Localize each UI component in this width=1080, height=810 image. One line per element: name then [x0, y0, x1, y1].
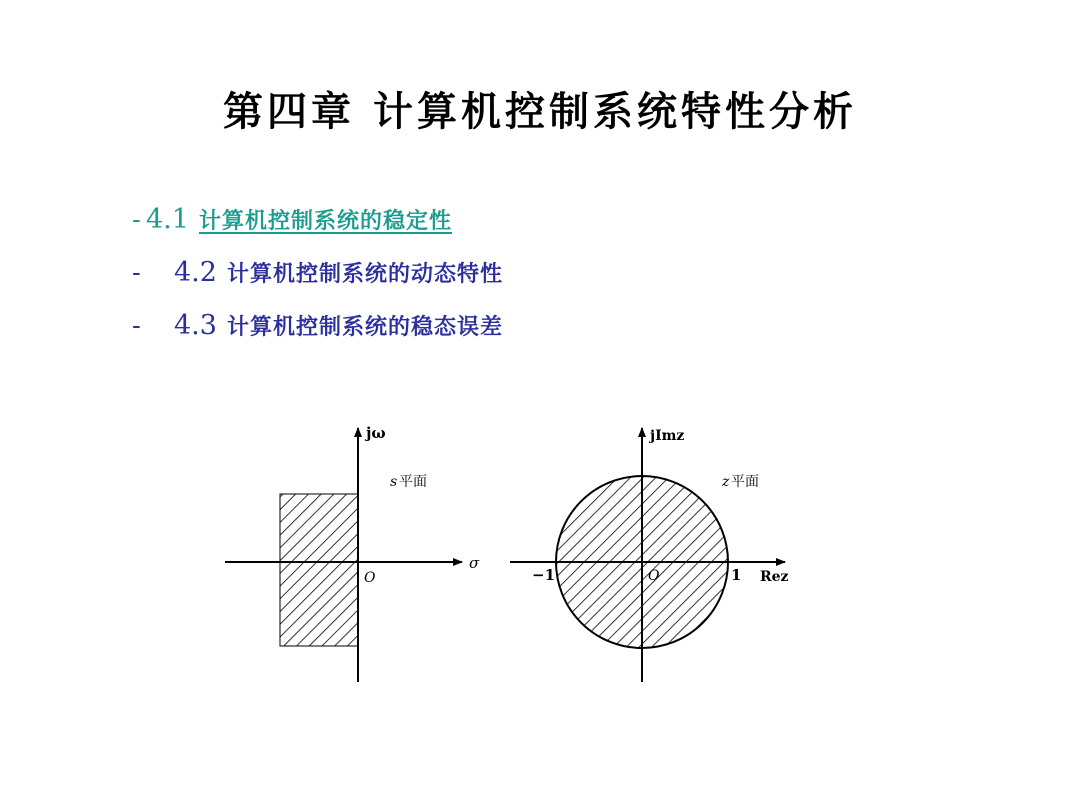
outline-label: 计算机控制系统的稳定性: [198, 209, 452, 234]
outline-dash: -: [132, 311, 141, 341]
z-plane-origin-label: O: [648, 568, 660, 584]
outline-number: 4.2: [174, 257, 217, 288]
z-plane-name-var: z: [722, 474, 730, 490]
outline-dash: -: [132, 205, 141, 235]
s-plane-imag-axis-label: jω: [366, 424, 386, 442]
outline-number: 4.3: [174, 310, 217, 341]
outline-number: 4.1: [146, 204, 189, 235]
s-plane-real-axis-label: σ: [469, 554, 480, 572]
z-plane-name-suffix: 平面: [731, 474, 759, 490]
z-plane-diagram: [510, 428, 789, 682]
z-plane-real-axis-label: Rez: [760, 569, 789, 585]
s-plane-origin-label: O: [364, 570, 376, 586]
s-plane-name-var: s: [390, 474, 398, 490]
z-plane-imag-axis-label: jImz: [650, 428, 685, 444]
outline-label: 计算机控制系统的动态特性: [226, 262, 503, 287]
z-plane-plus-one-label: 1: [731, 566, 742, 584]
slide-title: 第四章 计算机控制系统特性分析: [223, 88, 857, 135]
outline-label: 计算机控制系统的稳态误差: [226, 315, 503, 340]
s-plane-diagram: [225, 424, 480, 682]
outline-dash: -: [132, 258, 141, 288]
z-plane-minus-one-label: −1: [532, 566, 556, 584]
s-plane-stable-region: [280, 494, 358, 646]
s-plane-name-suffix: 平面: [399, 474, 427, 490]
